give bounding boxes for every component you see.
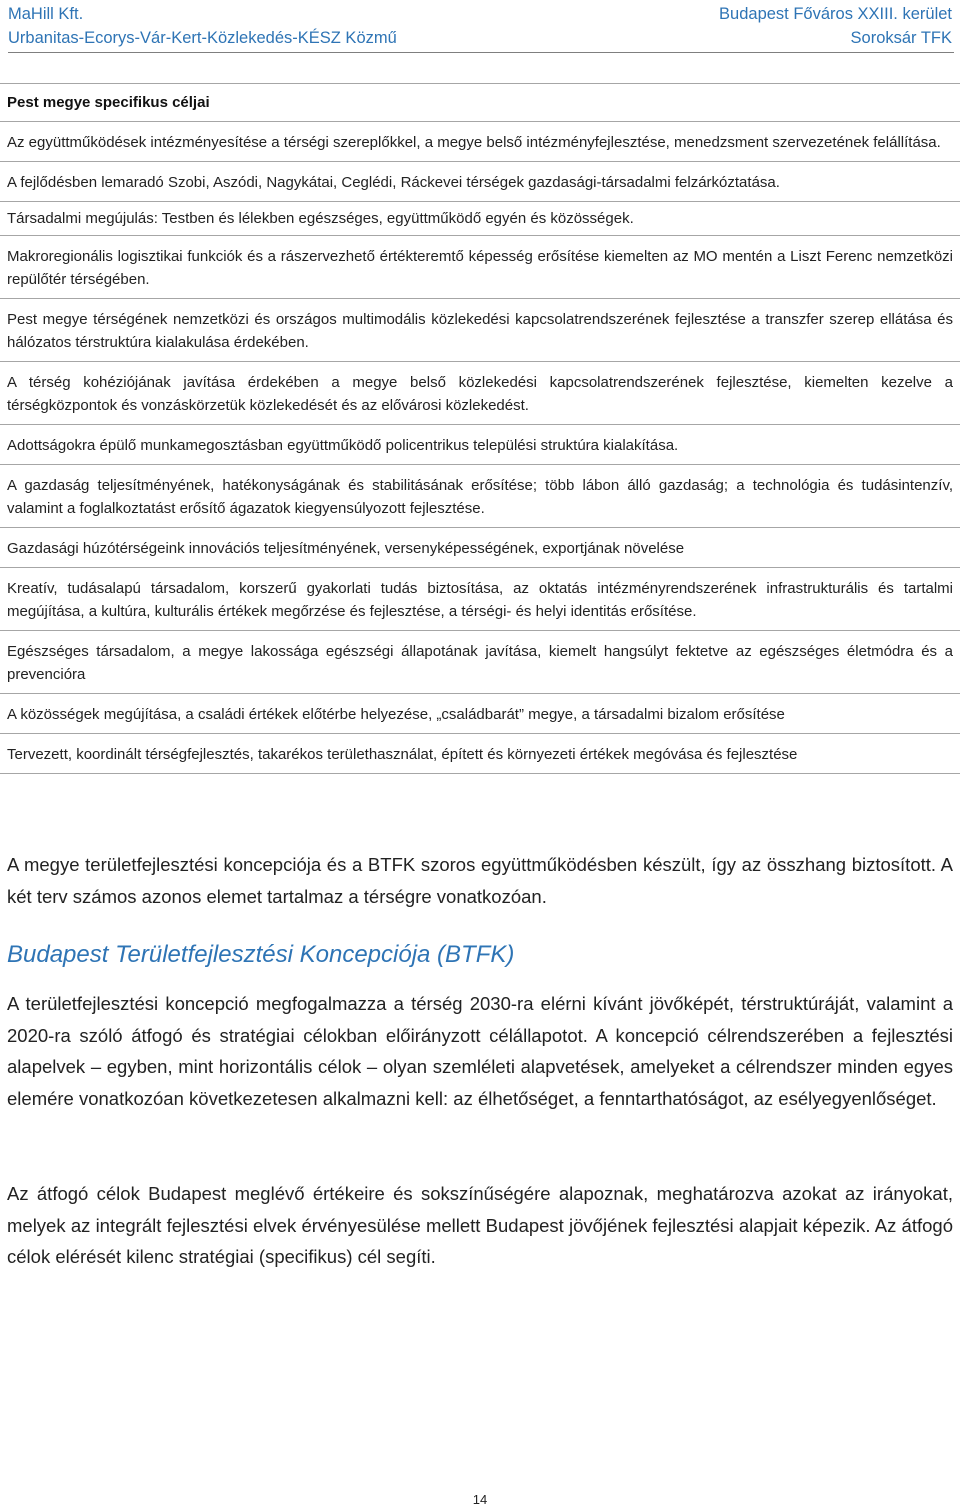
paragraph-coordination: A megye területfejlesztési koncepciója és a BTFK szoros együttműködésben készült, így az összhang biztosított. A két terv számos azonos elemet tartalmaz a térségre vonatkozóan. [7, 854, 953, 907]
table-row: Kreatív, tudásalapú társadalom, korszerű gyakorlati tudás biztosítása, az oktatás intézményrendszerének infrastrukturális és tartalmi megújítása, a kultúra, kulturális értékek megőrzése és fejlesztése, a térségi- és helyi identitás erősítése. [0, 568, 960, 631]
page-header [8, 0, 954, 53]
table-row: Tervezett, koordinált térségfejlesztés, takarékos területhasználat, épített és környezeti értékek megóvása és fejlesztése [0, 734, 960, 774]
table-row: Az együttműködések intézményesítése a térségi szereplőkkel, a megye belső intézményfejlesztése, menedzsment szervezetének felállítása. [0, 122, 960, 162]
header-left [8, 2, 397, 50]
header-right [719, 2, 952, 50]
table-row: Adottságokra épülő munkamegosztásban együttműködő policentrikus települési struktúra kialakítása. [0, 425, 960, 465]
paragraph-btfk-concept: A területfejlesztési koncepció megfogalmazza a térség 2030-ra elérni kívánt jövőképét, térstruktúráját, valamint a 2020-ra szóló átfogó és stratégiai célokban előirányzott célállapotot. A koncepció célrendszerében a fejlesztési alapelvek – egyben, mint horizontális célok – olyan szemléleti alapvetések, amelyeket a célrendszer minden egyes elemére vonatkozóan következetesen alkalmazni kell: az élhetőséget, a fenntarthatóságot, az esélyegyenlőséget. [7, 993, 953, 1109]
table-heading: Pest megye specifikus céljai [0, 84, 960, 122]
table-row: Makroregionális logisztikai funkciók és a rászervezhető értékteremtő képesség erősítése kiemelten az MO mentén a Liszt Ferenc nemzetközi repülőtér térségében. [0, 236, 960, 299]
table-row: A gazdaság teljesítményének, hatékonyságának és stabilitásának erősítése; több lábon álló gazdaság; a technológia és tudásintenzív, valamint a foglalkoztatást erősítő ágazatok kiegyensúlyozott fejlesztése. [0, 465, 960, 528]
header-consortium: Urbanitas-Ecorys-Vár-Kert-Közlekedés-KÉSZ Közmű [8, 29, 397, 47]
header-district: Budapest Főváros XXIII. kerület [719, 5, 952, 23]
section-heading-btfk: Budapest Területfejlesztési Koncepciója (BTFK) [7, 941, 515, 968]
table-row: Egészséges társadalom, a megye lakossága egészségi állapotának javítása, kiemelt hangsúlyt fektetve az egészséges életmódra és a prevencióra [0, 631, 960, 694]
paragraph-btfk-goals: Az átfogó célok Budapest meglévő értékeire és sokszínűségére alapoznak, meghatározva azokat az irányokat, melyek az integrált fejlesztési elvek érvényesülése mellett Budapest jövőjének fejlesztési alapjait képezik. Az átfogó célok elérését kilenc stratégiai (specifikus) cél segíti. [7, 1183, 953, 1267]
table-row: A térség kohéziójának javítása érdekében a megye belső közlekedési kapcsolatrendszerének fejlesztése, kiemelten kezelve a térségközpontok és vonzáskörzetük közlekedését és az elővárosi közlekedést. [0, 362, 960, 425]
table-row: Gazdasági húzótérségeink innovációs teljesítményének, versenyképességének, exportjának növelése [0, 528, 960, 568]
table-row: Pest megye térségének nemzetközi és országos multimodális közlekedési kapcsolatrendszerének fejlesztése a transzfer szerep ellátása és hálózatos térstruktúra kialakulása érdekében. [0, 299, 960, 362]
goals-table [0, 83, 960, 774]
header-company: MaHill Kft. [8, 5, 84, 23]
table-row: Társadalmi megújulás: Testben és lélekben egészséges, együttműködő egyén és közösségek. [0, 202, 960, 236]
header-document: Soroksár TFK [850, 29, 952, 47]
table-row: A fejlődésben lemaradó Szobi, Aszódi, Nagykátai, Ceglédi, Ráckevei térségek gazdasági-társadalmi felzárkóztatása. [0, 162, 960, 202]
table-row: A közösségek megújítása, a családi értékek előtérbe helyezése, „családbarát” megye, a társadalmi bizalom erősítése [0, 694, 960, 734]
page-number: 14 [472, 1492, 488, 1507]
